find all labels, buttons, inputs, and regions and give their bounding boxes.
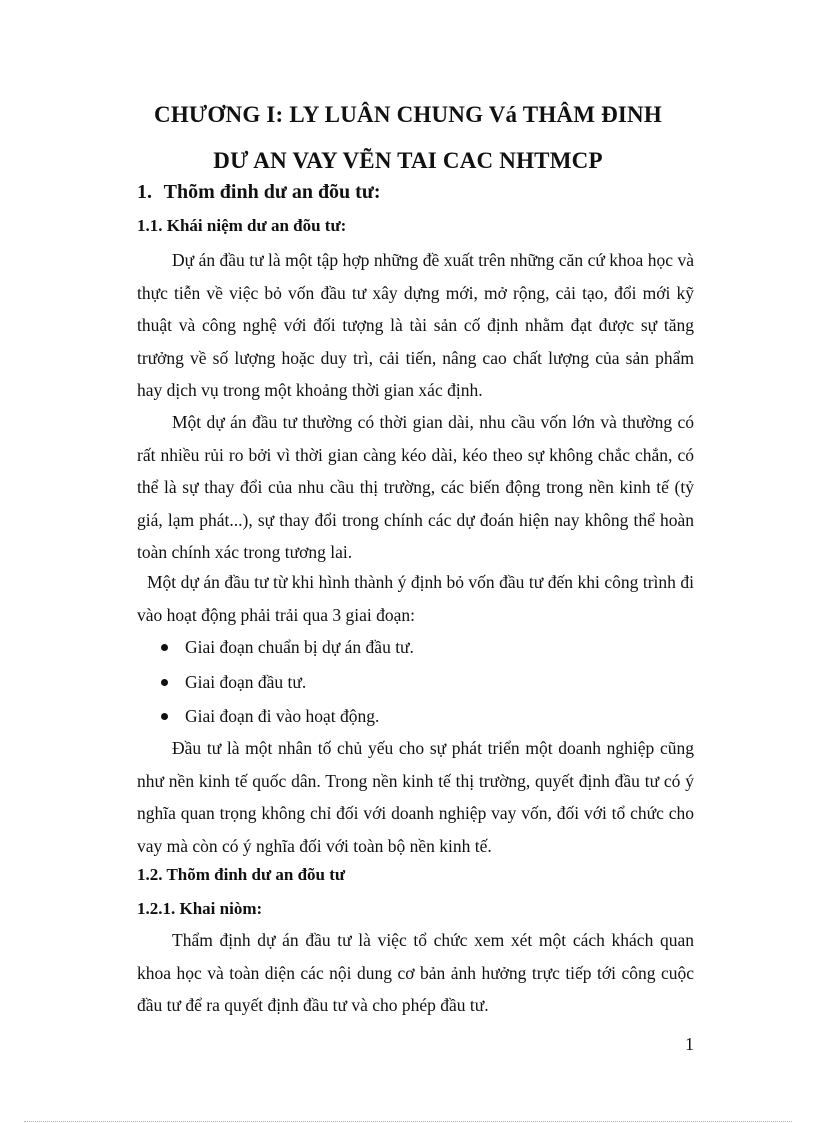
section-number: 1. (137, 181, 152, 203)
page-number: 1 (685, 1034, 694, 1054)
chapter-title (100, 92, 716, 184)
chapter-title-line-2: DƯ AN VAY VẼN TAI CAC NHTMCP (213, 148, 603, 173)
section-title: Thõm đinh dư an đõu tư: (163, 181, 381, 203)
stages-list (137, 631, 694, 735)
bullet-icon (161, 679, 168, 686)
bullet-icon (161, 644, 168, 651)
list-item-text: Giai đoạn đi vào hoạt động. (185, 706, 380, 726)
page-bottom-divider (24, 1121, 792, 1122)
bullet-icon (161, 713, 168, 720)
paragraph-appraisal-definition: Thẩm định dự án đầu tư là việc tổ chức xem xét một cách khách quan khoa học và toàn diện các nội dung cơ bản ảnh hưởng trực tiếp tới công cuộc đầu tư để ra quyết định đầu tư và cho phép đầu tư. (137, 930, 694, 1015)
list-item (137, 666, 694, 701)
subsection-heading-1-2: 1.2. Thõm đinh dư an đõu tư (137, 865, 346, 884)
subsection-heading-1-1: 1.1. Khái niệm dư an đõu tư: (137, 216, 347, 235)
paragraph-project-stages: Một dự án đầu tư từ khi hình thành ý định bỏ vốn đầu tư đến khi công trình đi vào hoạt động phải trải qua 3 giai đoạn: (137, 572, 694, 625)
paragraph-project-definition: Dự án đầu tư là một tập hợp những đề xuất trên những căn cứ khoa học và thực tiễn về việc bỏ vốn đầu tư xây dựng mới, mở rộng, cải tạo, đổi mới kỹ thuật và công nghệ với đối tượng là tài sản cố định nhằm đạt được sự tăng trưởng về số lượng hoặc duy trì, cải tiến, nâng cao chất lượng của sản phẩm hay dịch vụ trong một khoảng thời gian xác định. (137, 250, 694, 400)
list-item (137, 631, 694, 666)
list-item-text: Giai đoạn chuẩn bị dự án đầu tư. (185, 637, 414, 657)
chapter-title-line-1: CHƯƠNG I: LY LUÂN CHUNG Vá THÂM ĐINH (154, 102, 662, 127)
subsection-heading-1-2-1: 1.2.1. Khai niòm: (137, 899, 263, 918)
paragraph-investment-role: Đầu tư là một nhân tố chủ yếu cho sự phát triển một doanh nghiệp cũng như nền kinh tế quốc dân. Trong nền kinh tế thị trường, quyết định đầu tư có ý nghĩa quan trọng không chỉ đối với doanh nghiệp vay vốn, đối với tổ chức cho vay mà còn có ý nghĩa đối với toàn bộ nền kinh tế. (137, 738, 694, 856)
section-heading-1 (137, 178, 381, 206)
list-item-text: Giai đoạn đầu tư. (185, 671, 307, 692)
list-item (137, 700, 694, 735)
paragraph-project-risks: Một dự án đầu tư thường có thời gian dài, nhu cầu vốn lớn và thường có rất nhiều rủi ro bởi vì thời gian càng kéo dài, kéo theo sự không chắc chắn, có thể là sự thay đổi của nhu cầu thị trường, các biến động trong nền kinh tế (tỷ giá, lạm phát...), sự thay đổi trong chính các dự đoán hiện nay không thể hoàn toàn chính xác trong tương lai. (137, 412, 694, 562)
